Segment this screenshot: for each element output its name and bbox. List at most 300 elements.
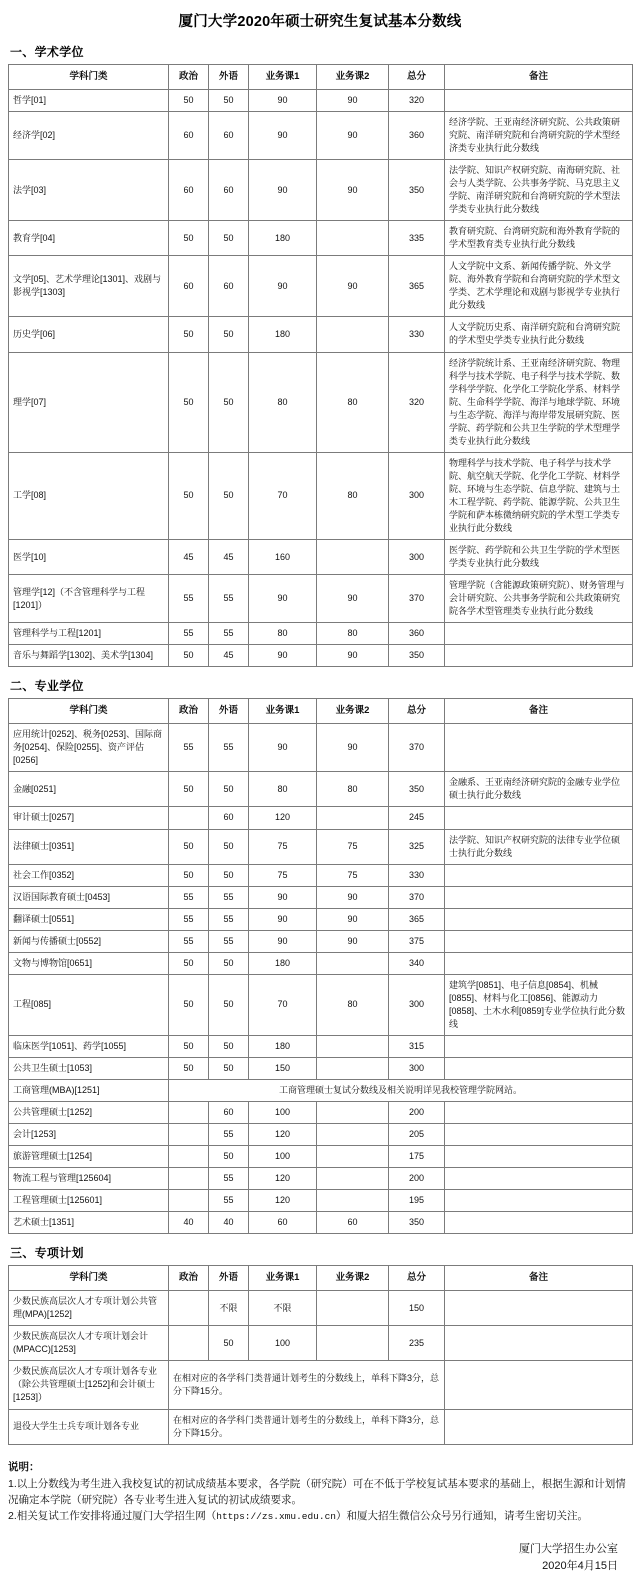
cell-category: 理学[07] <box>9 352 169 452</box>
cell-remark: 人文学院历史系、南洋研究院和台湾研究院的学术型史学类专业执行此分数线 <box>445 317 633 352</box>
col-remark: 备注 <box>445 1266 633 1291</box>
cell-business2 <box>317 1291 389 1326</box>
cell-total: 370 <box>389 575 445 623</box>
cell-remark <box>445 1124 633 1146</box>
cell-business2: 90 <box>317 724 389 772</box>
col-foreign: 外语 <box>209 65 249 90</box>
cell-foreign: 55 <box>209 575 249 623</box>
cell-category: 少数民族高层次人才专项计划各专业（除公共管理硕士[1252]和会计硕士[1253]） <box>9 1361 169 1409</box>
cell-foreign: 55 <box>209 1168 249 1190</box>
cell-category: 汉语国际教育硕士[0453] <box>9 886 169 908</box>
cell-total: 335 <box>389 221 445 256</box>
cell-category: 社会工作[0352] <box>9 864 169 886</box>
table-body-professional <box>9 724 633 1234</box>
section-heading-special-programs: 三、专项计划 <box>10 1246 84 1261</box>
cell-foreign: 50 <box>209 452 249 539</box>
cell-business1: 120 <box>249 1190 317 1212</box>
table-special-programs <box>8 1265 633 1444</box>
cell-business2: 80 <box>317 623 389 645</box>
cell-foreign: 60 <box>209 111 249 159</box>
cell-category: 少数民族高层次人才专项计划公共管理(MPA)[1252] <box>9 1291 169 1326</box>
cell-business1: 100 <box>249 1102 317 1124</box>
table-academic-degrees <box>8 64 633 667</box>
cell-category: 公共卫生硕士[1053] <box>9 1058 169 1080</box>
cell-politics <box>169 1168 209 1190</box>
cell-category: 工商管理(MBA)[1251] <box>9 1080 169 1102</box>
cell-foreign: 55 <box>209 1124 249 1146</box>
cell-total: 350 <box>389 159 445 220</box>
cell-politics: 55 <box>169 724 209 772</box>
cell-total: 360 <box>389 623 445 645</box>
cell-business1: 150 <box>249 1058 317 1080</box>
cell-business1: 不限 <box>249 1291 317 1326</box>
cell-reduction-note: 在相对应的各学科门类普通计划考生的分数线上，单科下降3分，总分下降15分。 <box>169 1361 445 1409</box>
table-row <box>9 540 633 575</box>
cell-politics: 40 <box>169 1212 209 1234</box>
cell-category: 公共管理硕士[1252] <box>9 1102 169 1124</box>
cell-category: 工程[085] <box>9 974 169 1035</box>
cell-remark: 经济学院统计系、王亚南经济研究院、物理科学与技术学院、电子科学与技术学院、数学科学学院、化学化工学院化学系、材料学院、生命科学学院、海洋与地球学院、环境与生态学院、海洋与海岸带发展研究院、医学院、药学院和公共卫生学院的学术型理学类专业执行此分数线 <box>445 352 633 452</box>
table-row <box>9 974 633 1035</box>
cell-remark <box>445 1212 633 1234</box>
cell-foreign: 50 <box>209 1326 249 1361</box>
cell-business2 <box>317 317 389 352</box>
cell-business2: 90 <box>317 645 389 667</box>
cell-politics: 50 <box>169 772 209 807</box>
cell-business1: 160 <box>249 540 317 575</box>
cell-business1: 90 <box>249 930 317 952</box>
col-foreign: 外语 <box>209 699 249 724</box>
cell-total: 320 <box>389 89 445 111</box>
cell-business1: 80 <box>249 623 317 645</box>
table-row <box>9 1102 633 1124</box>
cell-business2 <box>317 1058 389 1080</box>
cell-total: 315 <box>389 1036 445 1058</box>
cell-business2: 75 <box>317 829 389 864</box>
cell-politics: 50 <box>169 317 209 352</box>
cell-foreign: 40 <box>209 1212 249 1234</box>
col-business2: 业务课2 <box>317 1266 389 1291</box>
cell-politics: 50 <box>169 221 209 256</box>
cell-total: 360 <box>389 111 445 159</box>
cell-remark <box>445 724 633 772</box>
cell-category: 工学[08] <box>9 452 169 539</box>
cell-foreign: 50 <box>209 864 249 886</box>
cell-foreign: 60 <box>209 1102 249 1124</box>
cell-foreign: 55 <box>209 623 249 645</box>
cell-remark: 管理学院（含能源政策研究院）、财务管理与会计研究院、公共事务学院和公共政策研究院各学术型管理类专业执行此分数线 <box>445 575 633 623</box>
cell-politics: 50 <box>169 1058 209 1080</box>
col-politics: 政治 <box>169 65 209 90</box>
cell-politics: 45 <box>169 540 209 575</box>
cell-remark: 法学院、知识产权研究院的法律专业学位硕士执行此分数线 <box>445 829 633 864</box>
table-row-reduction <box>9 1361 633 1409</box>
cell-remark <box>445 1326 633 1361</box>
table-row <box>9 1036 633 1058</box>
col-business1: 业务课1 <box>249 65 317 90</box>
cell-remark: 法学院、知识产权研究院、南海研究院、社会与人类学院、公共事务学院、马克思主义学院、南洋研究院和台湾研究院的学术型法学类专业执行此分数线 <box>445 159 633 220</box>
table-row <box>9 111 633 159</box>
cell-category: 旅游管理硕士[1254] <box>9 1146 169 1168</box>
table-row <box>9 1190 633 1212</box>
cell-category: 历史学[06] <box>9 317 169 352</box>
table-row <box>9 1168 633 1190</box>
cell-category: 音乐与舞蹈学[1302]、美术学[1304] <box>9 645 169 667</box>
cell-total: 200 <box>389 1168 445 1190</box>
col-business2: 业务课2 <box>317 65 389 90</box>
cell-politics <box>169 807 209 829</box>
table-row <box>9 317 633 352</box>
cell-politics: 60 <box>169 256 209 317</box>
table-row-mba <box>9 1080 633 1102</box>
cell-politics <box>169 1190 209 1212</box>
table-row <box>9 1326 633 1361</box>
cell-foreign: 55 <box>209 886 249 908</box>
cell-total: 330 <box>389 864 445 886</box>
table-row <box>9 89 633 111</box>
cell-business2: 90 <box>317 886 389 908</box>
cell-politics: 50 <box>169 974 209 1035</box>
cell-politics: 50 <box>169 864 209 886</box>
cell-total: 350 <box>389 772 445 807</box>
cell-remark: 物理科学与技术学院、电子科学与技术学院、航空航天学院、化学化工学院、材料学院、环境与生态学院、信息学院、建筑与土木工程学院、药学院、能源学院、公共卫生学院和萨本栋微纳研究院的学术型工学类专业执行此分数线 <box>445 452 633 539</box>
cell-category: 少数民族高层次人才专项计划会计(MPACC)[1253] <box>9 1326 169 1361</box>
cell-business1: 75 <box>249 829 317 864</box>
cell-business1: 180 <box>249 317 317 352</box>
cell-foreign: 60 <box>209 256 249 317</box>
cell-mba-note: 工商管理硕士复试分数线及相关说明详见我校管理学院网站。 <box>169 1080 633 1102</box>
cell-business1: 180 <box>249 221 317 256</box>
table-row <box>9 352 633 452</box>
cell-foreign: 50 <box>209 974 249 1035</box>
table-row <box>9 575 633 623</box>
cell-total: 365 <box>389 908 445 930</box>
cell-total: 340 <box>389 952 445 974</box>
cell-business1: 80 <box>249 352 317 452</box>
cell-total: 350 <box>389 1212 445 1234</box>
table-body-special <box>9 1291 633 1444</box>
cell-politics: 60 <box>169 159 209 220</box>
col-category: 学科门类 <box>9 699 169 724</box>
cell-remark <box>445 1036 633 1058</box>
cell-politics <box>169 1326 209 1361</box>
table-professional-degrees <box>8 698 633 1234</box>
cell-politics <box>169 1124 209 1146</box>
cell-business2: 80 <box>317 974 389 1035</box>
cell-remark <box>445 1291 633 1326</box>
cell-category: 艺术硕士[1351] <box>9 1212 169 1234</box>
cell-total: 300 <box>389 1058 445 1080</box>
cell-business1: 90 <box>249 159 317 220</box>
cell-remark <box>445 89 633 111</box>
cell-category: 管理科学与工程[1201] <box>9 623 169 645</box>
cell-foreign: 55 <box>209 1190 249 1212</box>
cell-business1: 70 <box>249 452 317 539</box>
cell-total: 320 <box>389 352 445 452</box>
cell-business2: 60 <box>317 1212 389 1234</box>
col-total: 总分 <box>389 65 445 90</box>
cell-business1: 120 <box>249 807 317 829</box>
signature-block <box>8 1541 632 1574</box>
cell-business1: 100 <box>249 1326 317 1361</box>
cell-politics: 55 <box>169 623 209 645</box>
table-row <box>9 930 633 952</box>
table-row <box>9 864 633 886</box>
cell-politics: 55 <box>169 908 209 930</box>
cell-total: 175 <box>389 1146 445 1168</box>
cell-category: 医学[10] <box>9 540 169 575</box>
cell-total: 205 <box>389 1124 445 1146</box>
cell-category: 退役大学生士兵专项计划各专业 <box>9 1409 169 1444</box>
cell-remark: 医学院、药学院和公共卫生学院的学术型医学类专业执行此分数线 <box>445 540 633 575</box>
cell-business2: 90 <box>317 256 389 317</box>
col-total: 总分 <box>389 1266 445 1291</box>
cell-business1: 90 <box>249 908 317 930</box>
cell-category: 经济学[02] <box>9 111 169 159</box>
issuing-office: 厦门大学招生办公室 <box>519 1543 618 1556</box>
cell-business2: 90 <box>317 575 389 623</box>
table-row <box>9 886 633 908</box>
cell-business2 <box>317 807 389 829</box>
section-heading-professional: 二、专业学位 <box>10 679 84 694</box>
cell-total: 235 <box>389 1326 445 1361</box>
cell-category: 翻译硕士[0551] <box>9 908 169 930</box>
cell-category: 应用统计[0252]、税务[0253]、国际商务[0254]、保险[0255]、资产评估[0256] <box>9 724 169 772</box>
cell-politics: 50 <box>169 89 209 111</box>
cell-category: 管理学[12]（不含管理科学与工程[1201]） <box>9 575 169 623</box>
cell-foreign: 50 <box>209 352 249 452</box>
section-heading-academic: 一、学术学位 <box>10 45 84 59</box>
cell-business1: 120 <box>249 1124 317 1146</box>
cell-total: 350 <box>389 645 445 667</box>
table-row <box>9 645 633 667</box>
note-line-2 <box>8 1508 632 1525</box>
cell-business2: 90 <box>317 908 389 930</box>
cell-total: 200 <box>389 1102 445 1124</box>
cell-total: 300 <box>389 974 445 1035</box>
cell-total: 325 <box>389 829 445 864</box>
cell-business2: 90 <box>317 930 389 952</box>
cell-foreign: 45 <box>209 645 249 667</box>
table-body-academic <box>9 89 633 667</box>
table-row <box>9 908 633 930</box>
cell-remark <box>445 886 633 908</box>
cell-business1: 90 <box>249 886 317 908</box>
cell-business2 <box>317 1168 389 1190</box>
cell-business2: 90 <box>317 89 389 111</box>
cell-category: 法学[03] <box>9 159 169 220</box>
cell-politics: 55 <box>169 930 209 952</box>
page-title: 厦门大学2020年硕士研究生复试基本分数线 <box>178 14 462 30</box>
cell-remark <box>445 864 633 886</box>
issue-date: 2020年4月15日 <box>542 1559 618 1572</box>
cell-category: 教育学[04] <box>9 221 169 256</box>
cell-total: 375 <box>389 930 445 952</box>
cell-politics: 60 <box>169 111 209 159</box>
cell-category: 新闻与传播硕士[0552] <box>9 930 169 952</box>
cell-remark <box>445 645 633 667</box>
cell-total: 300 <box>389 540 445 575</box>
col-business1: 业务课1 <box>249 1266 317 1291</box>
cell-remark <box>445 1146 633 1168</box>
cell-foreign: 50 <box>209 317 249 352</box>
col-category: 学科门类 <box>9 65 169 90</box>
cell-remark: 建筑学[0851]、电子信息[0854]、机械[0855]、材料与化工[0856]、能源动力[0858]、土木水利[0859]专业学位执行此分数线 <box>445 974 633 1035</box>
cell-foreign: 55 <box>209 930 249 952</box>
col-remark: 备注 <box>445 699 633 724</box>
table-row <box>9 772 633 807</box>
cell-remark: 金融系、王亚南经济研究院的金融专业学位硕士执行此分数线 <box>445 772 633 807</box>
cell-business1: 90 <box>249 645 317 667</box>
cell-foreign: 55 <box>209 724 249 772</box>
cell-remark <box>445 1168 633 1190</box>
table-row <box>9 159 633 220</box>
table-row <box>9 1124 633 1146</box>
cell-category: 法律硕士[0351] <box>9 829 169 864</box>
note-2-suffix: ）和厦大招生微信公众号另行通知，请考生密切关注。 <box>336 1510 588 1523</box>
cell-business2 <box>317 1036 389 1058</box>
cell-remark <box>445 1190 633 1212</box>
cell-remark <box>445 1361 633 1409</box>
cell-business1: 90 <box>249 575 317 623</box>
cell-category: 会计[1253] <box>9 1124 169 1146</box>
cell-foreign: 50 <box>209 221 249 256</box>
cell-category: 物流工程与管理[125604] <box>9 1168 169 1190</box>
cell-remark: 人文学院中文系、新闻传播学院、外文学院、海外教育学院和台湾研究院的学术型文学类、艺术学理论和戏剧与影视学专业执行此分数线 <box>445 256 633 317</box>
cell-reduction-note: 在相对应的各学科门类普通计划考生的分数线上，单科下降3分，总分下降15分。 <box>169 1409 445 1444</box>
table-row <box>9 724 633 772</box>
cell-politics <box>169 1291 209 1326</box>
cell-politics: 50 <box>169 645 209 667</box>
cell-total: 365 <box>389 256 445 317</box>
cell-politics: 50 <box>169 829 209 864</box>
cell-category: 哲学[01] <box>9 89 169 111</box>
cell-business2: 90 <box>317 111 389 159</box>
table-row <box>9 1212 633 1234</box>
cell-business1: 70 <box>249 974 317 1035</box>
cell-politics: 50 <box>169 452 209 539</box>
cell-business1: 90 <box>249 256 317 317</box>
table-header-row <box>9 699 633 724</box>
col-remark: 备注 <box>445 65 633 90</box>
cell-politics: 55 <box>169 575 209 623</box>
cell-business2 <box>317 1190 389 1212</box>
cell-total: 300 <box>389 452 445 539</box>
table-row <box>9 1146 633 1168</box>
cell-politics: 50 <box>169 352 209 452</box>
cell-business1: 180 <box>249 952 317 974</box>
col-business2: 业务课2 <box>317 699 389 724</box>
cell-total: 195 <box>389 1190 445 1212</box>
cell-foreign: 60 <box>209 807 249 829</box>
cell-business2: 80 <box>317 772 389 807</box>
cell-business2 <box>317 952 389 974</box>
cell-category: 文学[05]、艺术学理论[1301]、戏剧与影视学[1303] <box>9 256 169 317</box>
cell-politics: 50 <box>169 1036 209 1058</box>
cell-category: 临床医学[1051]、药学[1055] <box>9 1036 169 1058</box>
cell-business2 <box>317 221 389 256</box>
cell-business1: 75 <box>249 864 317 886</box>
cell-foreign: 50 <box>209 772 249 807</box>
cell-total: 330 <box>389 317 445 352</box>
cell-business1: 100 <box>249 1146 317 1168</box>
cell-remark: 教育研究院、台湾研究院和海外教育学院的学术型教育类专业执行此分数线 <box>445 221 633 256</box>
cell-business2 <box>317 1124 389 1146</box>
cell-total: 150 <box>389 1291 445 1326</box>
notes-block <box>8 1459 632 1526</box>
table-row <box>9 807 633 829</box>
table-row <box>9 829 633 864</box>
admissions-website-url[interactable]: https://zs.xmu.edu.cn <box>216 1511 336 1523</box>
cell-foreign: 50 <box>209 829 249 864</box>
cell-business1: 60 <box>249 1212 317 1234</box>
cell-politics <box>169 1146 209 1168</box>
cell-foreign: 50 <box>209 89 249 111</box>
cell-business1: 90 <box>249 724 317 772</box>
cell-business1: 90 <box>249 111 317 159</box>
cell-foreign: 55 <box>209 908 249 930</box>
cell-category: 文物与博物馆[0651] <box>9 952 169 974</box>
cell-foreign: 45 <box>209 540 249 575</box>
cell-business2 <box>317 1146 389 1168</box>
col-foreign: 外语 <box>209 1266 249 1291</box>
cell-business2 <box>317 540 389 575</box>
note-2-prefix: 2.相关复试工作安排将通过厦门大学招生网（ <box>8 1510 217 1523</box>
cell-politics: 50 <box>169 952 209 974</box>
cell-category: 工程管理硕士[125601] <box>9 1190 169 1212</box>
col-business1: 业务课1 <box>249 699 317 724</box>
cell-foreign: 不限 <box>209 1291 249 1326</box>
cell-business2 <box>317 1102 389 1124</box>
cell-business1: 120 <box>249 1168 317 1190</box>
table-row <box>9 1291 633 1326</box>
cell-remark <box>445 1409 633 1444</box>
table-row <box>9 1058 633 1080</box>
cell-remark: 经济学院、王亚南经济研究院、公共政策研究院、南洋研究院和台湾研究院的学术型经济类专业执行此分数线 <box>445 111 633 159</box>
cell-politics <box>169 1102 209 1124</box>
cell-foreign: 50 <box>209 1036 249 1058</box>
cell-business1: 180 <box>249 1036 317 1058</box>
cell-politics: 55 <box>169 886 209 908</box>
cell-foreign: 50 <box>209 952 249 974</box>
cell-total: 370 <box>389 724 445 772</box>
cell-foreign: 60 <box>209 159 249 220</box>
cell-business2: 90 <box>317 159 389 220</box>
cell-remark <box>445 930 633 952</box>
cell-remark <box>445 1102 633 1124</box>
table-row <box>9 623 633 645</box>
col-politics: 政治 <box>169 699 209 724</box>
cell-foreign: 50 <box>209 1058 249 1080</box>
cell-total: 245 <box>389 807 445 829</box>
cell-business2: 80 <box>317 352 389 452</box>
table-header-row <box>9 1266 633 1291</box>
col-politics: 政治 <box>169 1266 209 1291</box>
cell-total: 370 <box>389 886 445 908</box>
table-row <box>9 952 633 974</box>
col-total: 总分 <box>389 699 445 724</box>
table-row <box>9 256 633 317</box>
table-row <box>9 221 633 256</box>
notes-title: 说明： <box>8 1460 40 1473</box>
cell-remark <box>445 807 633 829</box>
cell-remark <box>445 908 633 930</box>
cell-remark <box>445 952 633 974</box>
col-category: 学科门类 <box>9 1266 169 1291</box>
cell-business2: 80 <box>317 452 389 539</box>
cell-business2 <box>317 1326 389 1361</box>
table-row <box>9 452 633 539</box>
